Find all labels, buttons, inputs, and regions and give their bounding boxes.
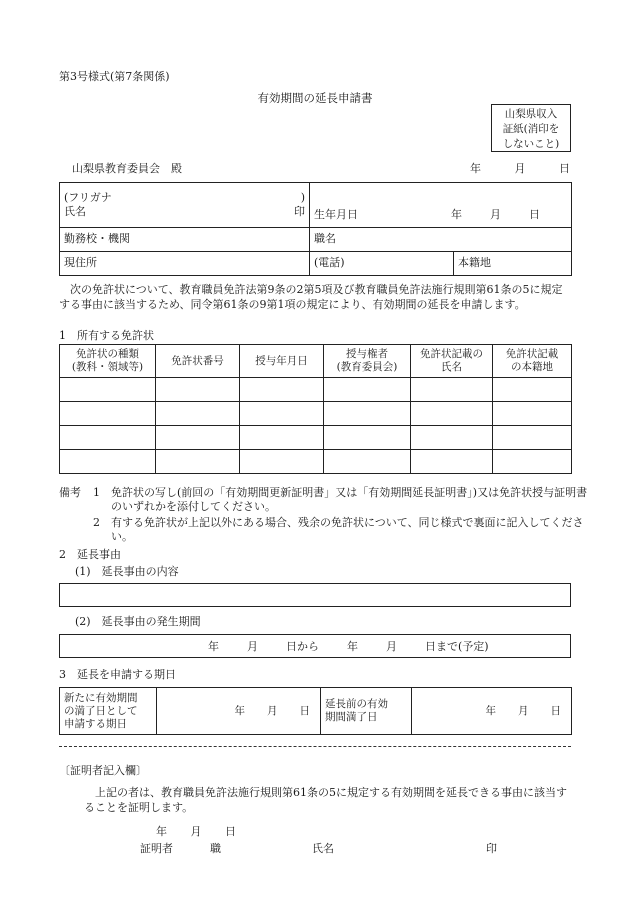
new-expiry-label: 新たに有効期間 の満了日として 申請する期日 (60, 688, 157, 735)
certifier-seal-mark: 印 (486, 842, 497, 855)
period-start-day: 日から (286, 640, 319, 653)
furigana-label: (フリガナ (64, 190, 112, 204)
col-license-domicile: 免許状記載 の本籍地 (493, 345, 572, 378)
dob-year: 年 (451, 207, 462, 221)
old-expiry-label: 延長前の有効 期間満了日 (321, 688, 412, 735)
new-expiry-day: 日 (299, 704, 310, 717)
furigana-close: ) (300, 190, 305, 204)
table-cell[interactable] (156, 378, 240, 402)
table-cell[interactable] (60, 402, 156, 426)
dob-month: 月 (490, 207, 501, 221)
section-3-title: 3 延長を申請する期日 (59, 668, 176, 681)
extension-date-table (59, 687, 572, 735)
revenue-stamp-box (491, 104, 571, 152)
table-cell[interactable] (324, 450, 411, 474)
col-license-name: 免許状記載の 氏名 (411, 345, 493, 378)
col-license-number: 免許状番号 (156, 345, 240, 378)
table-row (60, 426, 572, 450)
old-expiry-month: 月 (518, 704, 529, 717)
certifier-heading: 〔証明者記入欄〕 (59, 764, 147, 777)
table-row (60, 450, 572, 474)
address-cell[interactable]: 現住所 (60, 252, 310, 276)
period-line (208, 640, 489, 654)
certifier-statement: 上記の者は、教育職員免許法施行規則第61条の5に規定する有効期間を延長できる事由に該当することを証明します。 (84, 786, 567, 814)
extension-reason-field[interactable] (59, 583, 571, 607)
dob-day: 日 (529, 207, 540, 221)
section-2-1-title: (1) 延長事由の内容 (75, 565, 179, 578)
addressee: 山梨県教育委員会 殿 (72, 162, 182, 175)
table-cell[interactable] (60, 450, 156, 474)
period-end-day: 日まで(予定) (425, 640, 489, 653)
position-cell[interactable]: 職名 (310, 228, 572, 252)
cert-day-label: 日 (225, 825, 236, 838)
new-expiry-date-field[interactable] (157, 688, 321, 735)
table-cell[interactable] (240, 426, 324, 450)
table-cell[interactable] (324, 426, 411, 450)
form-number: 第3号様式(第7条関係) (59, 70, 170, 83)
table-cell[interactable] (324, 378, 411, 402)
application-date[interactable] (470, 162, 570, 176)
domicile-cell[interactable]: 本籍地 (454, 252, 572, 276)
date-month-label: 月 (514, 162, 526, 175)
new-expiry-month: 月 (267, 704, 278, 717)
table-cell[interactable] (411, 450, 493, 474)
table-cell[interactable] (60, 426, 156, 450)
old-expiry-day: 日 (550, 704, 561, 717)
table-cell[interactable] (411, 402, 493, 426)
table-cell[interactable] (411, 378, 493, 402)
table-cell[interactable] (240, 402, 324, 426)
name-cell[interactable] (60, 183, 310, 228)
remark-item: 1 免許状の写し(前回の「有効期間更新証明書」又は「有効期間延長証明書」)又は免許状授与証明書のいずれかを添付してください。 (93, 486, 588, 513)
workplace-cell[interactable]: 勤務校・機関 (60, 228, 310, 252)
name-label: 氏名 (64, 205, 86, 218)
table-cell[interactable] (240, 450, 324, 474)
table-cell[interactable] (493, 378, 572, 402)
application-statement: 次の免許状について、教育職員免許法第9条の2第5項及び教育職員免許法施行規則第61条の5に規定する事由に該当するため、同令第61条の9第1項の規定により、有効期間の延長を申請します。 (59, 283, 563, 311)
table-cell[interactable] (324, 402, 411, 426)
date-day-label: 日 (559, 162, 570, 175)
certifier-label: 証明者 (140, 842, 173, 855)
dashed-divider (59, 746, 571, 747)
col-grantor: 授与権者 (教育委員会) (324, 345, 411, 378)
license-table (59, 344, 572, 474)
table-cell[interactable] (156, 426, 240, 450)
stamp-line: しないこと) (502, 138, 560, 150)
table-cell[interactable] (411, 426, 493, 450)
table-cell[interactable] (493, 402, 572, 426)
reason-period-field[interactable] (59, 634, 571, 658)
certifier-name-label: 氏名 (312, 842, 334, 855)
certifier-date[interactable] (156, 825, 236, 839)
period-end-month: 月 (386, 640, 397, 653)
table-cell[interactable] (60, 378, 156, 402)
section-2-2-title: (2) 延長事由の発生期間 (75, 615, 201, 628)
period-end-year: 年 (347, 640, 358, 653)
section-2-title: 2 延長事由 (59, 548, 121, 561)
col-license-type: 免許状の種類 (教科・領域等) (60, 345, 156, 378)
cert-year-label: 年 (156, 825, 167, 838)
phone-cell[interactable]: (電話) (310, 252, 454, 276)
date-year-label: 年 (470, 162, 481, 175)
period-start-month: 月 (247, 640, 258, 653)
section-1-title: 1 所有する免許状 (59, 329, 154, 342)
table-row (60, 402, 572, 426)
table-cell[interactable] (493, 426, 572, 450)
remarks-label: 備考 (59, 486, 81, 499)
table-row (60, 378, 572, 402)
table-cell[interactable] (240, 378, 324, 402)
document-title: 有効期間の延長申請書 (257, 91, 373, 105)
stamp-line: 山梨県収入 (504, 108, 558, 120)
stamp-line: 証紙(消印を (502, 123, 560, 135)
seal-mark: 印 (294, 205, 305, 218)
table-cell[interactable] (493, 450, 572, 474)
table-cell[interactable] (156, 402, 240, 426)
date-of-birth-cell[interactable] (310, 183, 572, 228)
old-expiry-date-field[interactable] (412, 688, 572, 735)
table-cell[interactable] (156, 450, 240, 474)
dob-label: 生年月日 (314, 207, 358, 221)
remark-item: 2 有する免許状が上記以外にある場合、残余の免許状について、同じ様式で裏面に記入してください。 (93, 516, 584, 543)
new-expiry-year: 年 (234, 704, 245, 717)
old-expiry-year: 年 (485, 704, 496, 717)
col-grant-date: 授与年月日 (240, 345, 324, 378)
applicant-info-table (59, 182, 572, 276)
period-start-year: 年 (208, 640, 219, 653)
cert-month-label: 月 (190, 825, 202, 838)
certifier-position-label: 職 (210, 842, 221, 855)
